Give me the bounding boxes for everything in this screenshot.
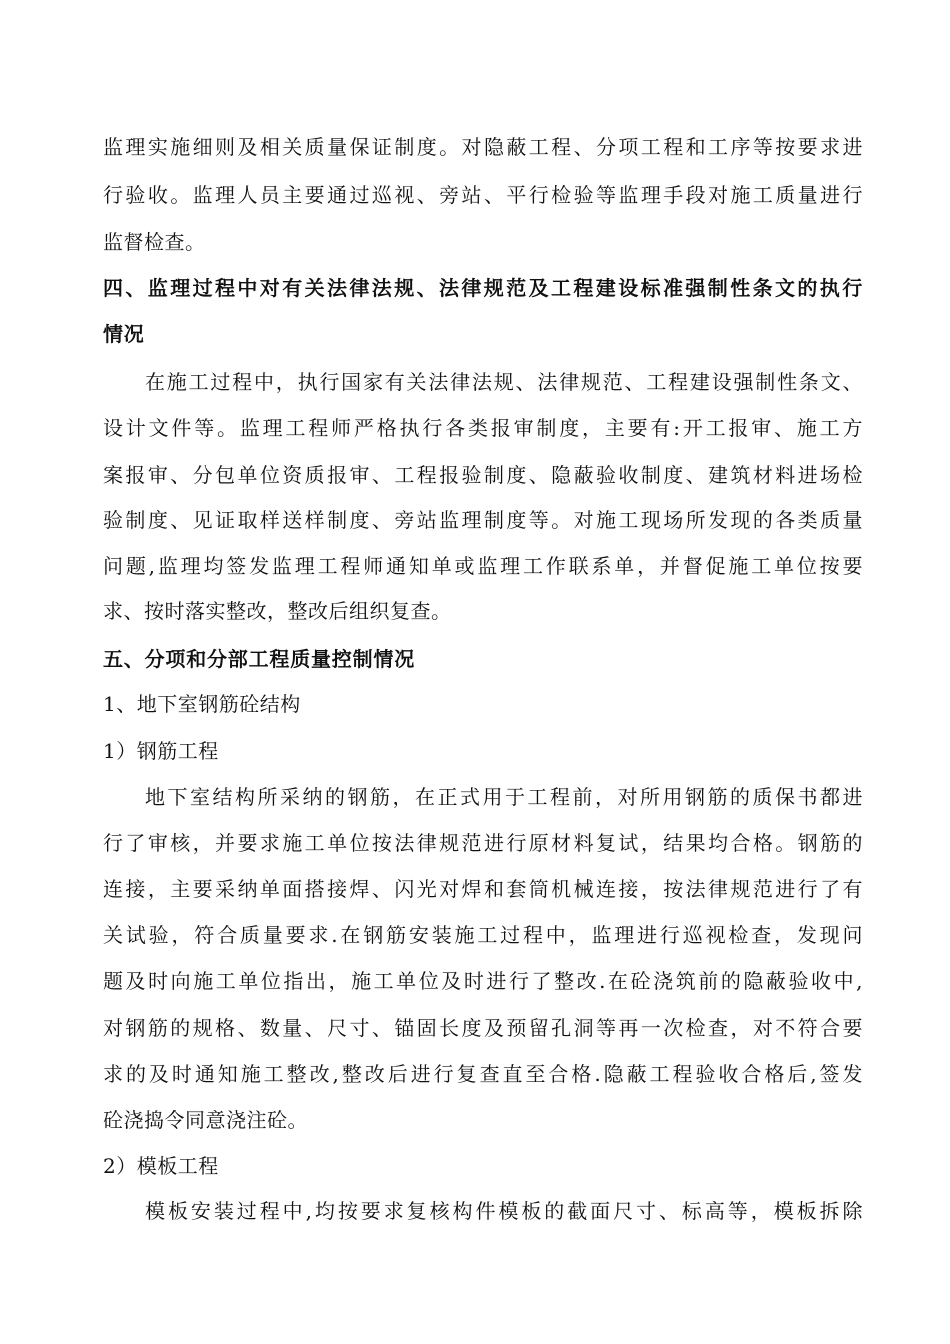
paragraph-line: 地下室结构所采纳的钢筋，在正式用于工程前，对所用钢筋的质保书都进 [145,785,863,809]
paragraph-line: 问题,监理均签发监理工程师通知单或监理工作联系单，并督促施工单位按要 [103,554,863,578]
paragraph-line: 案报审、分包单位资质报审、工程报验制度、隐蔽验收制度、建筑材料进场检 [103,463,863,487]
subsection-heading: 1、地下室钢筋砼结构 [103,692,301,716]
paragraph-line: 砼浇捣令同意浇注砼。 [103,1108,308,1132]
paragraph-line: 行验收。监理人员主要通过巡视、旁站、平行检验等监理手段对施工质量进行 [103,183,863,207]
paragraph-line: 设计文件等。监理工程师严格执行各类报审制度，主要有:开工报审、施工方 [103,416,863,440]
paragraph-line: 对钢筋的规格、数量、尺寸、锚固长度及预留孔洞等再一次检查，对不符合要 [103,1016,863,1040]
paragraph-line: 在施工过程中，执行国家有关法律法规、法律规范、工程建设强制性条文、 [145,370,863,394]
section-heading: 情况 [103,322,145,346]
paragraph-line: 题及时向施工单位指出，施工单位及时进行了整改.在砼浇筑前的隐蔽验收中, [103,969,863,993]
paragraph-line: 模板安装过程中,均按要求复核构件模板的截面尺寸、标高等，模板拆除 [145,1199,863,1223]
section-heading: 四、监理过程中对有关法律法规、法律规范及工程建设标准强制性条文的执行 [103,276,863,300]
subsection-heading: 2）模板工程 [103,1154,219,1178]
section-heading: 五、分项和分部工程质量控制情况 [103,647,415,671]
paragraph-line: 验制度、见证取样送样制度、旁站监理制度等。对施工现场所发现的各类质量 [103,508,863,532]
paragraph-line: 监理实施细则及相关质量保证制度。对隐蔽工程、分项工程和工序等按要求进 [103,135,863,159]
paragraph-line: 求的及时通知施工整改,整改后进行复查直至合格.隐蔽工程验收合格后,签发 [103,1062,863,1086]
paragraph-line: 监督检查。 [103,230,206,254]
paragraph-line: 关试验，符合质量要求.在钢筋安装施工过程中，监理进行巡视检查，发现问 [103,923,863,947]
subsection-heading: 1）钢筋工程 [103,739,219,763]
paragraph-line: 连接，主要采纳单面搭接焊、闪光对焊和套筒机械连接，按法律规范进行了有 [103,877,863,901]
paragraph-line: 行了审核，并要求施工单位按法律规范进行原材料复试，结果均合格。钢筋的 [103,831,863,855]
paragraph-line: 求、按时落实整改，整改后组织复查。 [103,599,452,623]
